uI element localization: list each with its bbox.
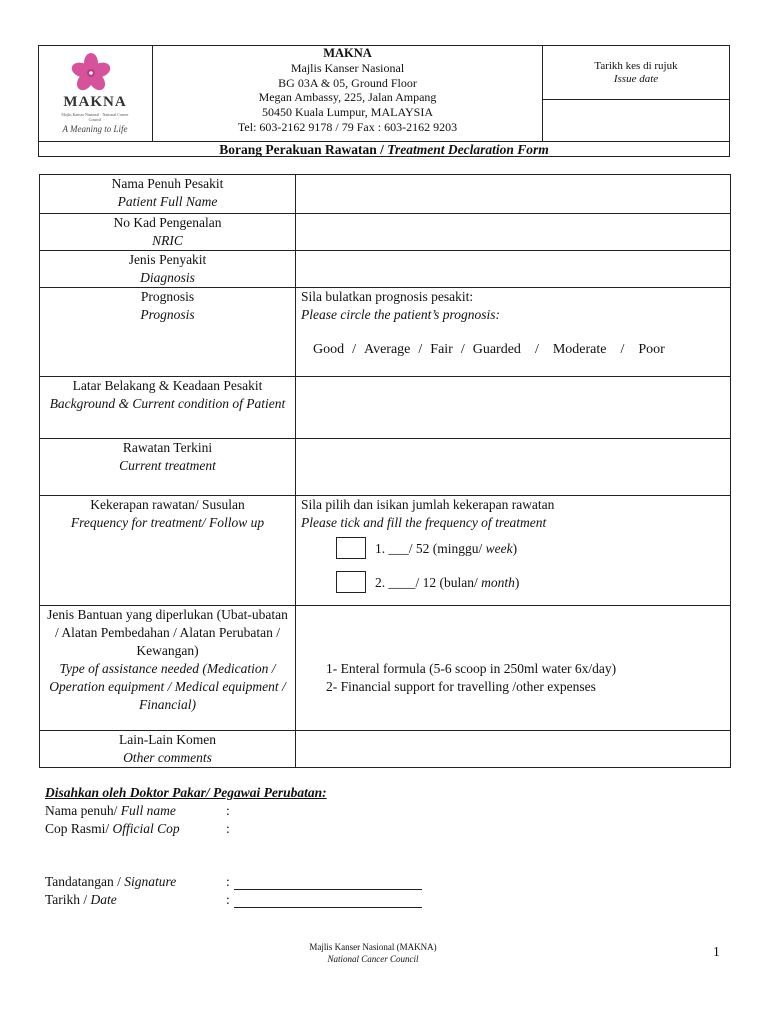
signature-line[interactable]	[234, 889, 422, 890]
list-item: 1- Enteral formula (5-6 scoop in 250ml water 6x/day)	[326, 661, 617, 676]
label-ms: Jenis Penyakit	[128, 252, 207, 267]
separator: /	[620, 342, 625, 357]
table-row	[40, 377, 731, 439]
background-label	[40, 377, 296, 439]
label-ms: Latar Belakang & Keadaan Pesakit	[72, 378, 263, 393]
colon: :	[226, 892, 230, 907]
label-en: Signature	[124, 874, 177, 889]
address-line: Majlis Kanser Nasional	[290, 60, 405, 75]
issue-date-field[interactable]	[543, 100, 729, 141]
nric-label	[40, 214, 296, 251]
label-ms: Jenis Bantuan yang diperlukan (Ubat-ubatan / Alatan Pembedahan / Alatan Perubatan / Kewangan)	[47, 607, 288, 658]
table-row	[40, 606, 731, 731]
address-line: BG 03A & 05, Ground Floor	[278, 75, 417, 90]
frequency-option-weekly	[301, 537, 726, 567]
treatment-declaration-table	[39, 174, 731, 768]
prognosis-options	[301, 341, 726, 359]
colon: :	[226, 803, 230, 818]
label-en: Date	[90, 892, 117, 907]
page-footer	[250, 941, 496, 965]
page-number: 1	[713, 944, 720, 959]
label-en: Diagnosis	[140, 270, 195, 285]
form-title-ms: Borang Perakuan Rawatan /	[219, 142, 388, 157]
table-row	[40, 214, 731, 251]
prognosis-option-guarded[interactable]: Guarded	[472, 342, 521, 357]
label-ms: Kekerapan rawatan/ Susulan	[90, 497, 245, 512]
verify-official-cop-label	[45, 821, 180, 837]
logo-tagline: A Meaning to Life	[62, 124, 128, 134]
prognosis-instruction-en: Please circle the patient’s prognosis:	[301, 307, 500, 322]
verify-signature-label	[45, 874, 176, 890]
contact-line: Tel: 603-2162 9178 / 79 Fax : 603-2162 9203	[237, 119, 458, 134]
footer-org-en: National Cancer Council	[327, 954, 419, 964]
separator: /	[460, 342, 465, 357]
verification-title: Disahkan oleh Doktor Pakar/ Pegawai Perubatan:	[45, 785, 327, 800]
label-en: Background & Current condition of Patient	[49, 396, 286, 411]
table-row	[40, 175, 731, 214]
separator: /	[418, 342, 423, 357]
weekly-unit: week	[485, 541, 513, 556]
label-en: Official Cop	[112, 821, 180, 836]
frequency-option-monthly	[301, 571, 726, 597]
label-ms: Rawatan Terkini	[122, 440, 213, 455]
label-en: Patient Full Name	[117, 194, 218, 209]
prognosis-option-poor[interactable]: Poor	[638, 342, 665, 357]
label-ms: Lain-Lain Komen	[118, 732, 217, 747]
label-en: Full name	[120, 803, 176, 818]
assistance-label	[40, 606, 296, 731]
table-row	[40, 731, 731, 768]
prognosis-option-good[interactable]: Good	[313, 342, 345, 357]
nric-field[interactable]	[296, 214, 731, 251]
other-comments-field[interactable]	[296, 731, 731, 768]
table-row	[40, 288, 731, 377]
separator: /	[534, 342, 539, 357]
diagnosis-field[interactable]	[296, 251, 731, 288]
assistance-field	[296, 606, 731, 731]
makna-flower-logo	[69, 52, 113, 94]
logo-subtitle: Majlis Kanser Nasional · National Cancer Council	[61, 112, 129, 122]
full-name-field[interactable]	[296, 175, 731, 214]
monthly-text: 2. ____/ 12 (bulan/	[375, 575, 482, 590]
full-name-label	[40, 175, 296, 214]
verify-full-name-label	[45, 803, 176, 819]
separator: /	[352, 342, 357, 357]
address-line: Megan Ambassy, 225, Jalan Ampang	[258, 90, 437, 105]
monthly-suffix: )	[514, 575, 520, 590]
frequency-field	[296, 496, 731, 606]
org-name: MAKNA	[323, 46, 372, 60]
date-line[interactable]	[234, 907, 422, 908]
table-row	[40, 496, 731, 606]
weekly-checkbox[interactable]	[336, 537, 366, 559]
issue-date-label-en: Issue date	[613, 73, 659, 85]
verify-date-label	[45, 892, 117, 908]
label-ms: No Kad Pengenalan	[113, 215, 222, 230]
label-en: Other comments	[123, 750, 212, 765]
label-en: Prognosis	[140, 307, 195, 322]
prognosis-option-average[interactable]: Average	[364, 342, 411, 357]
current-treatment-field[interactable]	[296, 439, 731, 496]
list-item: 2- Financial support for travelling /other expenses	[326, 679, 596, 694]
label-ms: Nama penuh/	[45, 803, 121, 818]
label-ms: Nama Penuh Pesakit	[111, 176, 224, 191]
frequency-label	[40, 496, 296, 606]
address-line: 50450 Kuala Lumpur, MALAYSIA	[261, 105, 434, 120]
other-comments-label	[40, 731, 296, 768]
label-ms: Tandatangan /	[45, 874, 125, 889]
frequency-instruction-ms: Sila pilih dan isikan jumlah kekerapan rawatan	[301, 497, 555, 512]
label-en: NRIC	[152, 233, 183, 248]
weekly-option-text	[375, 540, 517, 558]
address-block	[153, 46, 543, 141]
form-header	[38, 45, 730, 157]
colon: :	[226, 874, 230, 889]
logo-wordmark: MAKNA	[63, 94, 127, 110]
label-en: Frequency for treatment/ Follow up	[70, 515, 265, 530]
prognosis-field	[296, 288, 731, 377]
form-title-en: Treatment Declaration Form	[387, 142, 549, 157]
label-ms: Cop Rasmi/	[45, 821, 113, 836]
logo-cell	[39, 46, 153, 141]
label-ms: Tarikh /	[45, 892, 91, 907]
monthly-unit: month	[481, 575, 515, 590]
table-row	[40, 439, 731, 496]
colon: :	[226, 821, 230, 836]
frequency-instruction-en: Please tick and fill the frequency of treatment	[301, 515, 547, 530]
diagnosis-label	[40, 251, 296, 288]
footer-org: Majlis Kanser Nasional (MAKNA)	[309, 942, 437, 952]
table-row	[40, 251, 731, 288]
weekly-text: 1. ___/ 52 (minggu/	[375, 541, 486, 556]
assistance-list	[301, 660, 726, 696]
current-treatment-label	[40, 439, 296, 496]
issue-date-label-cell	[543, 46, 729, 100]
prognosis-label	[40, 288, 296, 377]
label-ms: Prognosis	[140, 289, 195, 304]
form-title	[39, 141, 729, 157]
issue-date-label-ms: Tarikh kes di rujuk	[594, 60, 678, 72]
prognosis-option-fair[interactable]: Fair	[430, 342, 453, 357]
weekly-suffix: )	[512, 541, 518, 556]
label-en: Current treatment	[119, 458, 216, 473]
prognosis-option-moderate[interactable]: Moderate	[552, 342, 607, 357]
prognosis-instruction-ms: Sila bulatkan prognosis pesakit:	[301, 289, 474, 304]
background-field[interactable]	[296, 377, 731, 439]
label-en: Type of assistance needed (Medication / Operation equipment / Medical equipment / Financial)	[49, 661, 286, 712]
monthly-option-text	[375, 574, 519, 592]
monthly-checkbox[interactable]	[336, 571, 366, 593]
